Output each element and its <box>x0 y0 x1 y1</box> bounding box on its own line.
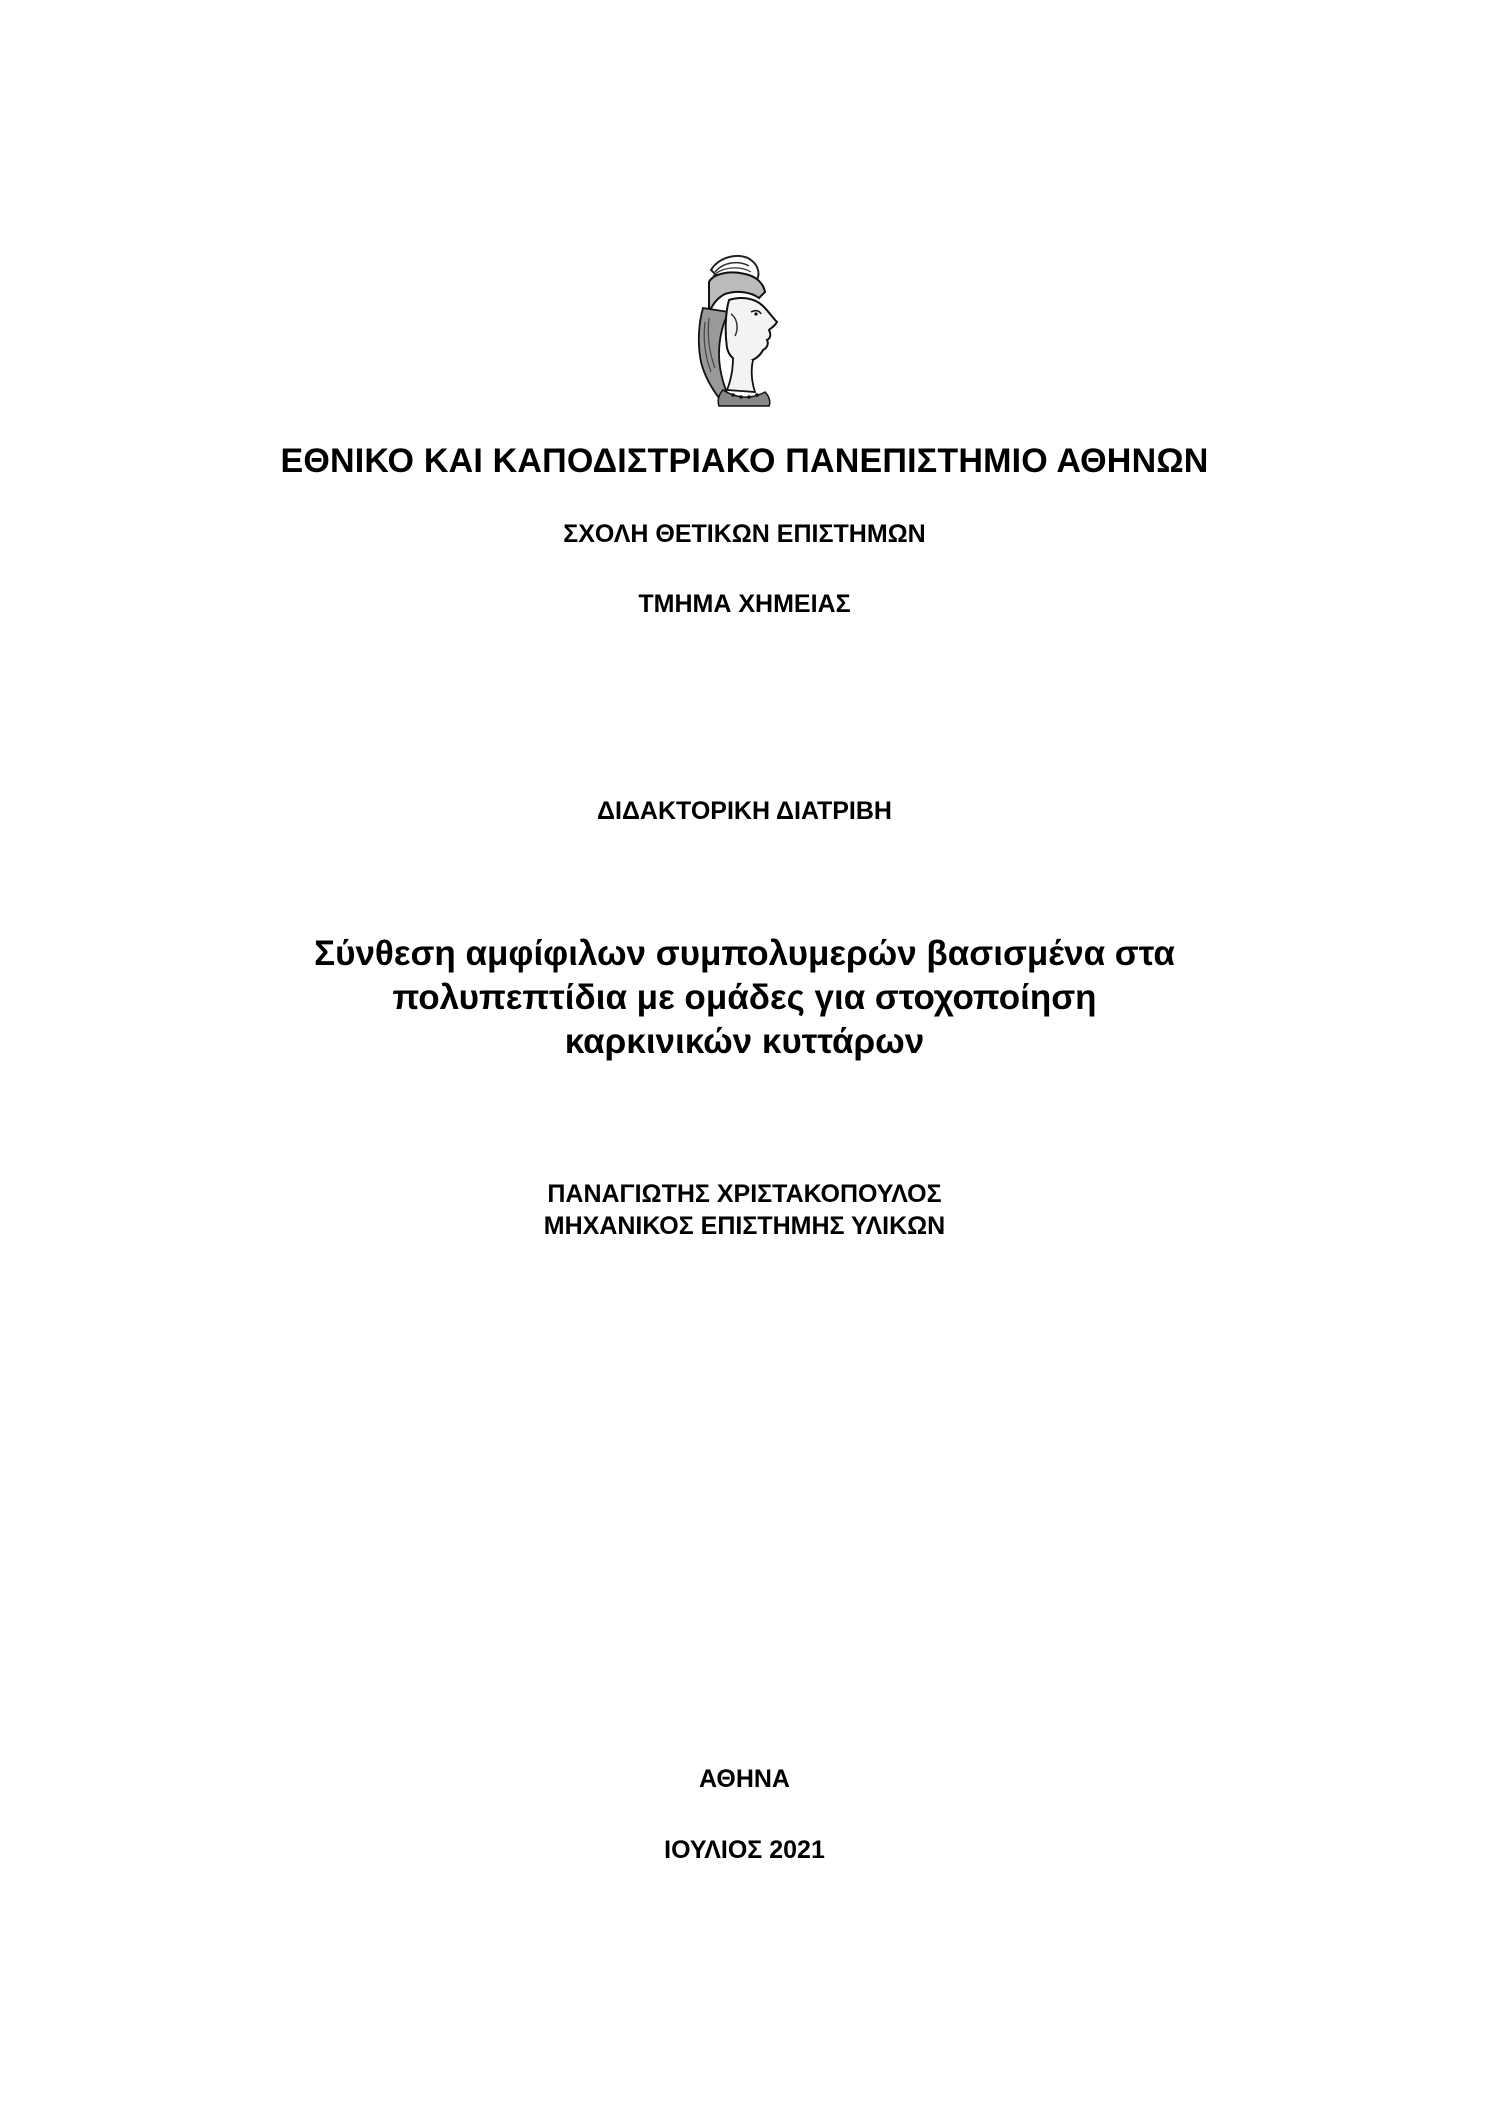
department-name: ΤΜΗΜΑ ΧΗΜΕΙΑΣ <box>638 590 851 618</box>
thesis-title-line: καρκινικών κυττάρων <box>564 1022 925 1061</box>
athena-head-emblem-icon <box>689 252 799 407</box>
author-profession: ΜΗΧΑΝΙΚΟΣ ΕΠΙΣΤΗΜΗΣ ΥΛΙΚΩΝ <box>543 1212 946 1240</box>
date: ΙΟΥΛΙΟΣ 2021 <box>664 1836 825 1864</box>
author-block <box>0 1178 1489 1242</box>
author-name: ΠΑΝΑΓΙΩΤΗΣ ΧΡΙΣΤΑΚΟΠΟΥΛΟΣ <box>547 1180 942 1208</box>
thesis-title <box>0 932 1489 1064</box>
school-name: ΣΧΟΛΗ ΘΕΤΙΚΩΝ ΕΠΙΣΤΗΜΩΝ <box>563 520 926 548</box>
thesis-title-line: Σύνθεση αμφίφιλων συμπολυμερών βασισμένα στα <box>314 934 1175 973</box>
thesis-title-line: πολυπεπτίδια με ομάδες για στοχοποίηση <box>392 978 1097 1017</box>
thesis-type: ΔΙΔΑΚΤΟΡΙΚΗ ΔΙΑΤΡΙΒΗ <box>597 797 892 825</box>
city: ΑΘΗΝΑ <box>699 1765 790 1793</box>
university-name: ΕΘΝΙΚΟ ΚΑΙ ΚΑΠΟΔΙΣΤΡΙΑΚΟ ΠΑΝΕΠΙΣΤΗΜΙΟ ΑΘΗΝΩΝ <box>280 442 1209 480</box>
